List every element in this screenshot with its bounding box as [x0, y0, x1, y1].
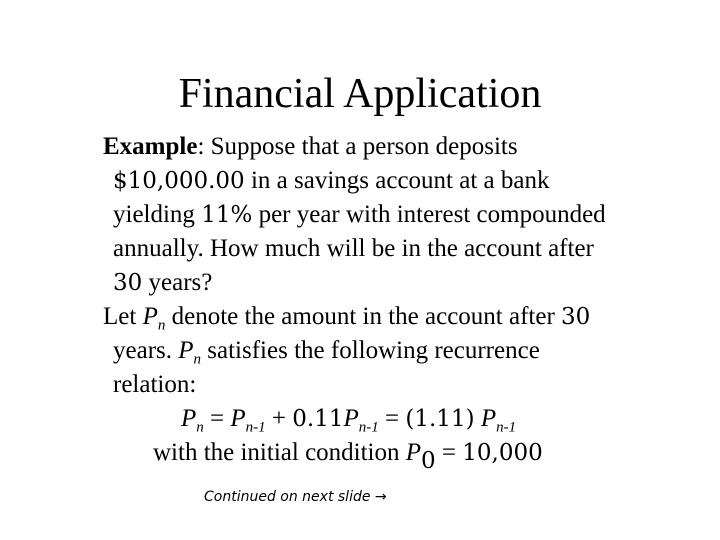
slide-title: Financial Application [178, 71, 542, 117]
deposit-amount: $10,000.00 [113, 168, 245, 194]
definition-line-3: relation: [113, 371, 197, 398]
example-line-4: annually. How much will be in the account after [113, 235, 594, 262]
example-line-5: 30 years? [113, 269, 213, 296]
example-line-1: Example: Suppose that a person deposits [103, 133, 518, 160]
initial-condition: with the initial condition $P_0 = 10,000$ [153, 439, 543, 475]
continued-note: Continued on next slide → [204, 489, 387, 505]
right-arrow-icon: → [374, 489, 387, 505]
example-label: Example [103, 133, 198, 160]
definition-line-2: years. $P_n$ satisfies the following recurrence [113, 337, 540, 368]
years-count: 30 [113, 270, 143, 296]
interest-rate: 11% [201, 202, 253, 228]
example-line-2: $10,000.00 in a savings account at a bank [113, 167, 550, 194]
definition-line-1: Let $P_n$ denote the amount in the account after 30 [103, 303, 591, 334]
example-line-3: yielding 11% per year with interest compounded [113, 201, 606, 228]
initial-value: 10,000 [462, 440, 543, 466]
slide-body [103, 130, 703, 475]
recurrence-equation: $P_n = P_{n-1} + 0.11P_{n-1} = (1.11)$ $P_{n-1}$ [181, 405, 517, 436]
